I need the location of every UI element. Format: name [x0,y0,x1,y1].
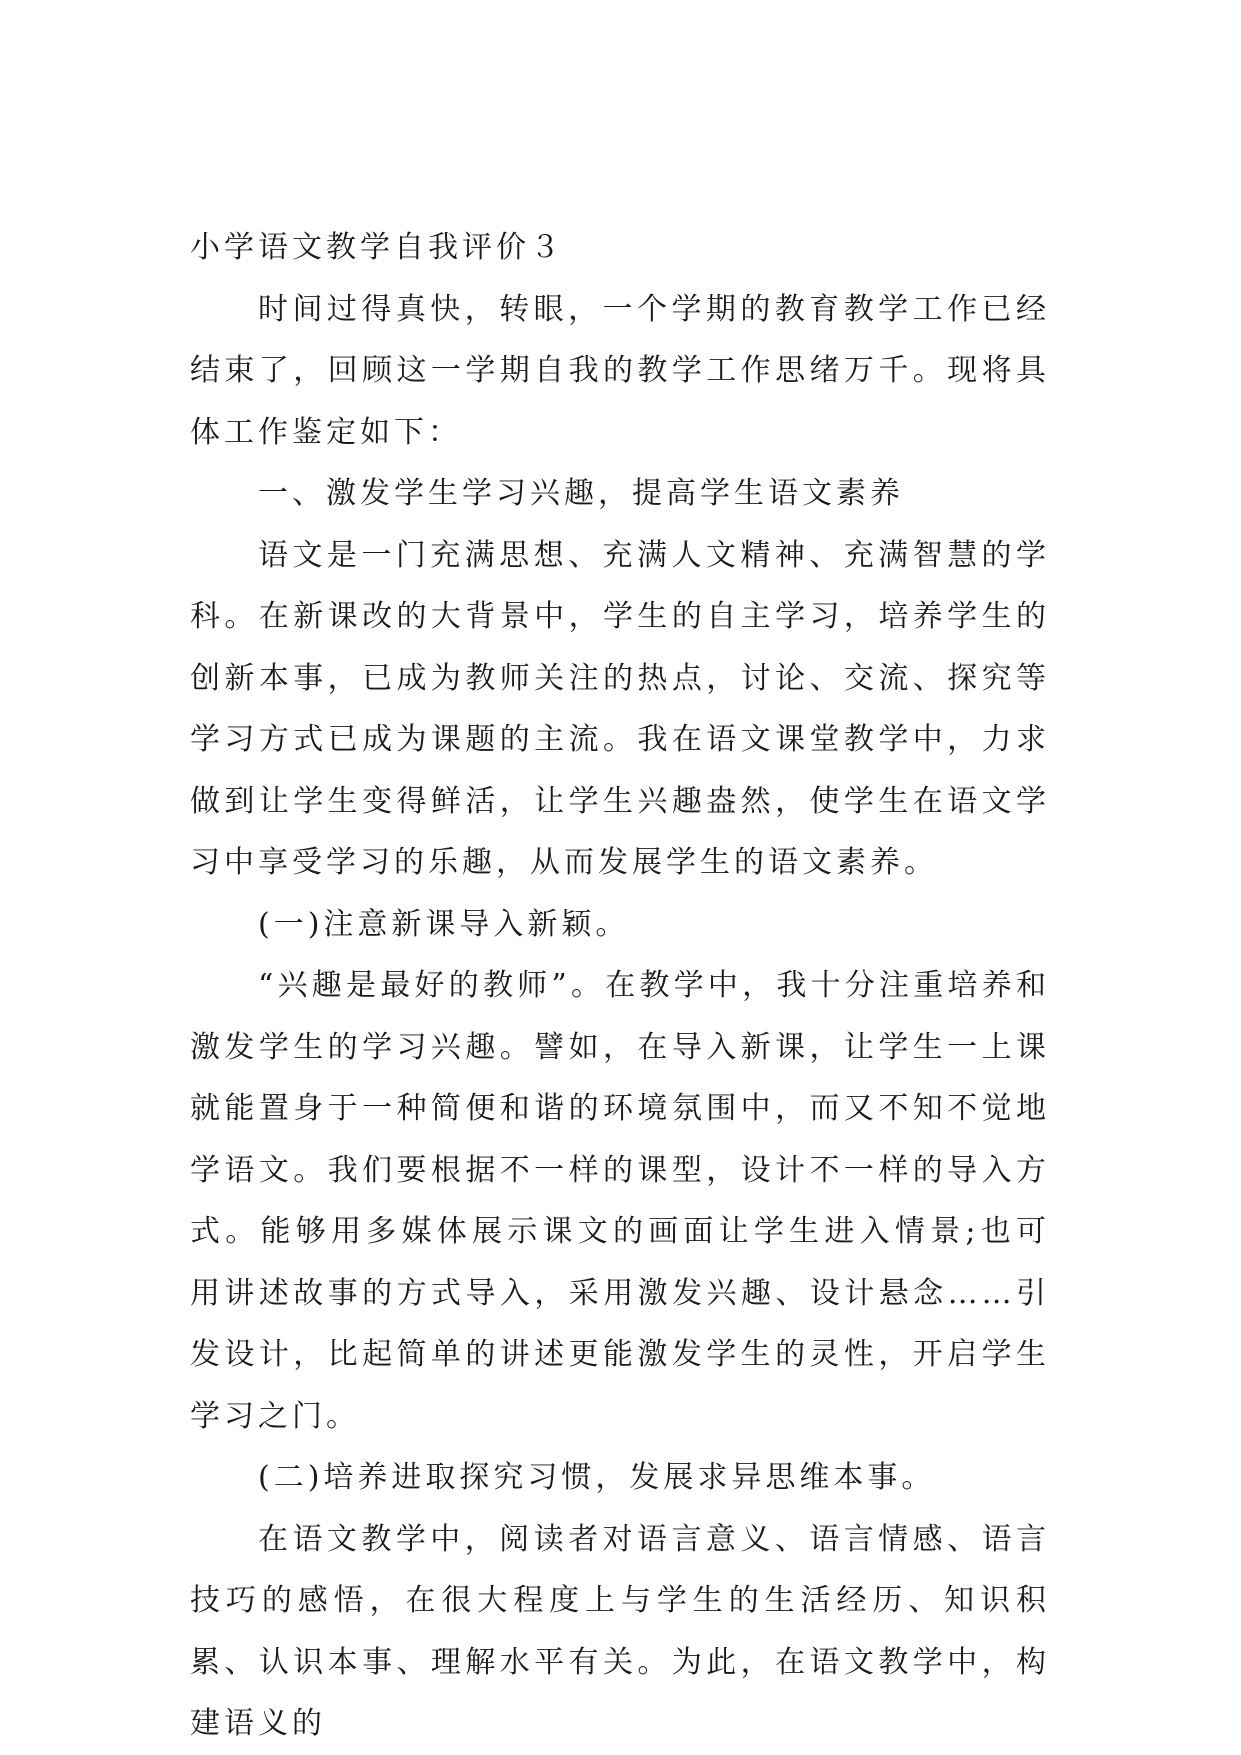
paragraph-intro: 时间过得真快，转眼，一个学期的教育教学工作已经结束了，回顾这一学期自我的教学工作思绪万千。现将具体工作鉴定如下： [190,291,1050,450]
document-title: 小学语文教学自我评价３ [190,230,564,265]
subsection-heading-2: (二)培养进取探究习惯，发展求异思维本事。 [258,1460,936,1495]
paragraph-subsection-2: 在语文教学中，阅读者对语言意义、语言情感、语言技巧的感悟，在很大程度上与学生的生活经历、知识积累、认识本事、理解水平有关。为此，在语文教学中，构建语义的 [190,1521,1050,1741]
section-heading-1: 一、激发学生学习兴趣，提高学生语文素养 [258,476,904,511]
paragraph-subsection-1: “兴趣是最好的教师”。在教学中，我十分注重培养和激发学生的学习兴趣。譬如，在导入新课，让学生一上课就能置身于一种简便和谐的环境氛围中，而又不知不觉地学语文。我们要根据不一样的课型，设计不一样的导入方式。能够用多媒体展示课文的画面让学生进入情景;也可用讲述故事的方式导入，采用激发兴趣、设计悬念……引发设计，比起简单的讲述更能激发学生的灵性，开启学生学习之门。 [190,968,1050,1434]
paragraph-section-1: 语文是一门充满思想、充满人文精神、充满智慧的学科。在新课改的大背景中，学生的自主学习，培养学生的创新本事，已成为教师关注的热点，讨论、交流、探究等学习方式已成为课题的主流。我在语文课堂教学中，力求做到让学生变得鲜活，让学生兴趣盎然，使学生在语文学习中享受学习的乐趣，从而发展学生的语文素养。 [190,537,1050,880]
subsection-heading-1: (一)注意新课导入新颖。 [258,906,630,942]
document-body [190,217,1050,1755]
